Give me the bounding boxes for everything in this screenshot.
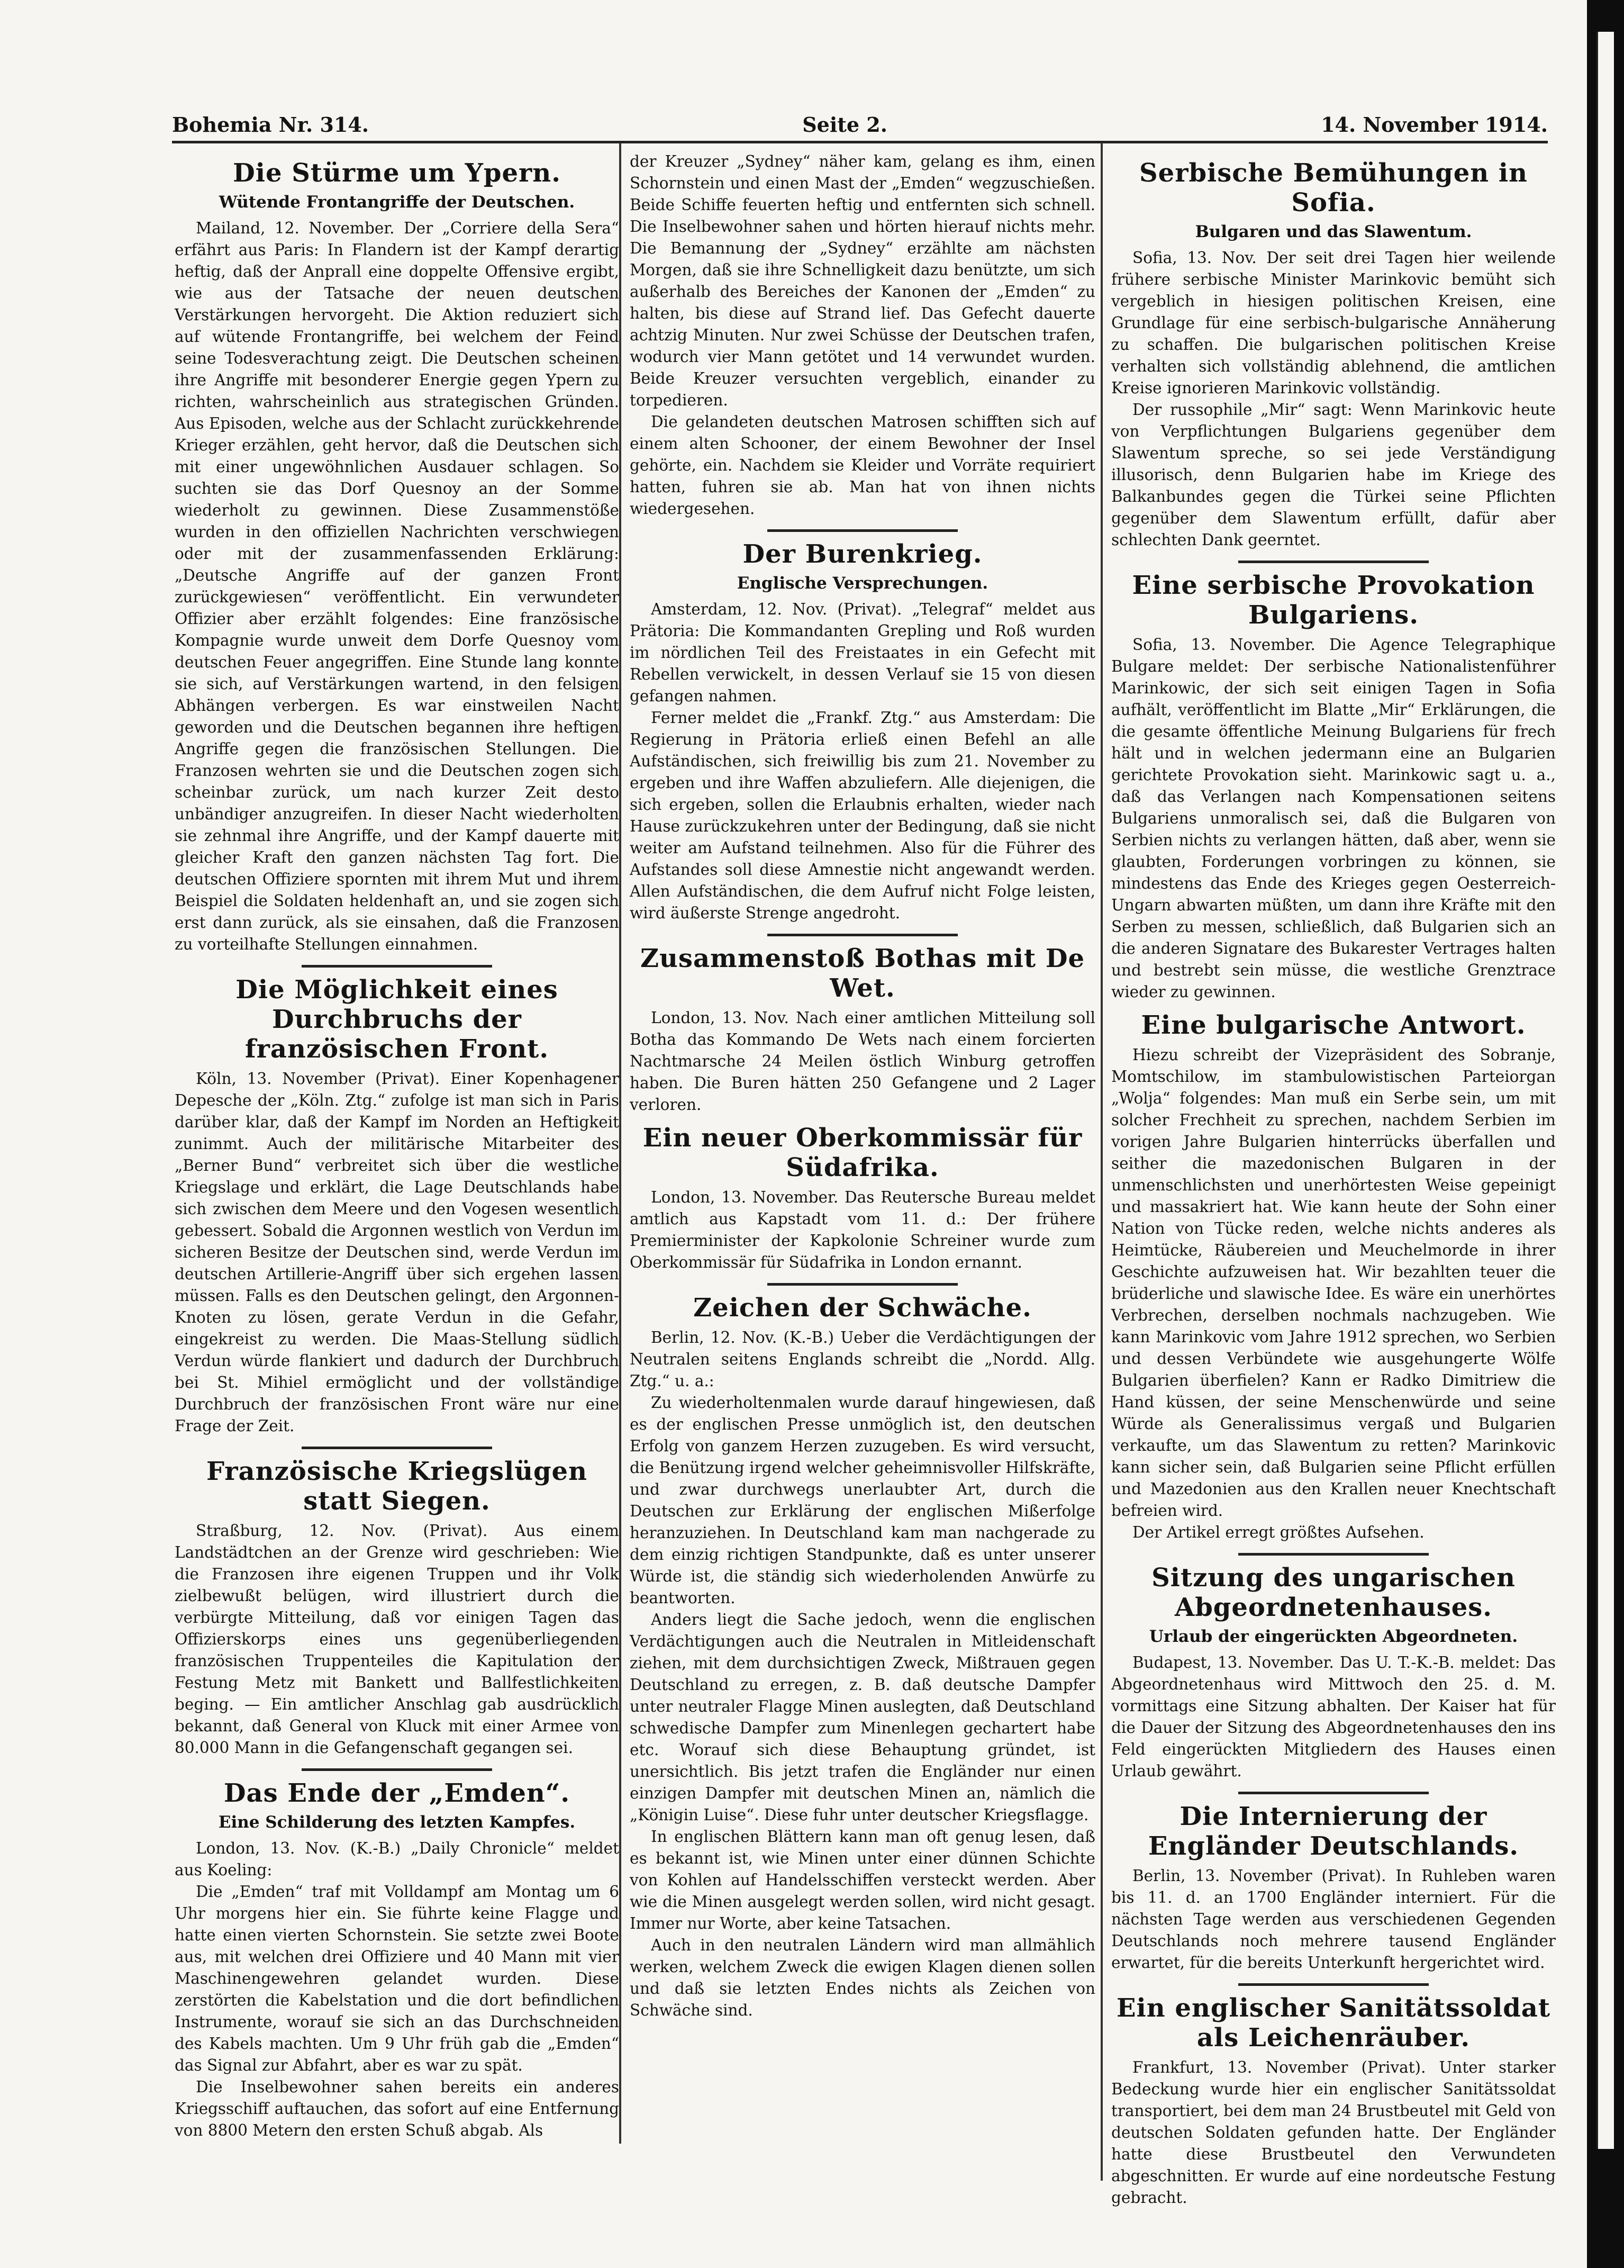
article-subtitle: Englische Versprechungen. [737,574,988,593]
article-divider [302,1768,492,1771]
article-title: Das Ende der „Emden“. [223,1778,570,1808]
article-title: Sitzung des ungarischen Abgeordnetenhauses. [1151,1563,1516,1622]
article-paragraph: Budapest, 13. November. Das U. T.-K.-B. meldet: Das Abgeordnetenhaus wird Mittwoch den 25. d. M. vormittags eine Sitzung abhalten. Der Kaiser hat für die Dauer der Sitzung des Abgeordnetenhauses den ins Feld eingerückten Mitgliedern des Hauses einen Urlaub gewährt. [1111,1653,1556,1780]
article-paragraph: London, 13. November. Das Reutersche Bureau meldet amtlich aus Kapstadt vom 11. d.: Der frühere Premierminister der Kapkolonie Schreiner wurde zum Oberkommissär für Südafrika in London ernannt. [630,1188,1095,1271]
article-paragraph: Hiezu schreibt der Vizepräsident des Sobranje, Momtschilow, im stambulowistischen Parteiorgan „Wolja“ folgendes: Man muß ein Serbe sein, um mit solcher Frechheit zu sprechen, nachdem Serbien im vorigen Jahre Bulgarien hinterrücks überfallen und seither die mazedonischen Bulgaren in der unmenschlichsten und unerhörtesten Weise gepeinigt und massakriert hat. Wie kann heute der Sohn einer Nation von Tücke reden, welche nichts anderes als Heimtücke, Räubereien und Meuchelmorde in ihrer Geschichte aufzuweisen hat. Wir bezahlten teuer die brüderliche und slawische Idee. Es wäre ein unerhörtes Verbrechen, derselben nochmals nachzugeben. Wie kann Marinkovic vom Jahre 1912 sprechen, wo Serbien und dessen Verbündete wie ausgehungerte Wölfe Bulgarien überfielen? Kann er Radko Dimitriew die Hand küssen, der seine Menschenwürde und seine Würde als Generalissimus vergaß und Bulgarien verkaufte, um das Slawentum zu retten? Marinkovic kann sicher sein, daß Bulgarien seine Pflicht erfüllen und Mazedonien aus den Krallen neuer Knechtschaft befreien wird. [1111,1046,1556,1520]
article-paragraph: Anders liegt die Sache jedoch, wenn die englischen Verdächtigungen auch die Neutralen in Mitleidenschaft ziehen, mit dem durchsichtigen Zweck, Mißtrauen gegen Deutschland zu erregen, z. B. daß deutsche Dampfer unter neutraler Flagge Minen auslegten, daß Deutschland schwedische Dampfer zum Minenlegen gechartert habe etc. Worauf sich diese Behauptung gründet, ist unersichtlich. Bis jetzt trafen die Engländer nur einen einzigen Dampfer mit deutschen Minen an, nämlich die „Königin Luise“. Diese fuhr unter deutscher Kriegsflagge. [630,1611,1095,1824]
article-paragraph: Der russophile „Mir“ sagt: Wenn Marinkovic heute von Verpflichtungen Bulgariens gegenüber dem Slawentum spreche, so sei jede Verständigung illusorisch, denn Bulgarien habe im Kriege des Balkanbundes gegen die Türkei seine Pflichten gegenüber dem Slawentum erfüllt, dafür aber schlechten Dank geerntet. [1111,401,1556,549]
article-divider [1238,1792,1429,1794]
article-paragraph: Frankfurt, 13. November (Privat). Unter starker Bedeckung wurde hier ein englischer Sanitätssoldat transportiert, bei dem man 24 Brustbeutel mit Geld von deutschen Soldaten gefunden hatte. Der Engländer hatte diese Brustbeutel den Verwundeten abgeschnitten. Er wurde auf eine nordeutsche Festung gebracht. [1111,2058,1556,2207]
article-title: Der Burenkrieg. [742,539,983,569]
article-paragraph: Ferner meldet die „Frankf. Ztg.“ aus Amsterdam: Die Regierung in Prätoria erließ einen Befehl an alle Aufständischen, sich freiwillig bis zum 21. November zu ergeben und ihre Waffen abzuliefern. Alle diejenigen, die sich ergeben, sollen die Erlaubnis erhalten, wieder nach Hause zurückzukehren unter der Bedingung, daß sie nicht weiter am Aufstand teilnehmen. Also für die Führer des Aufstandes soll diese Amnestie nicht angewandt werden. Allen Aufständischen, die dem Aufruf nicht Folge leisten, wird äußerste Strenge angedroht. [630,709,1095,922]
article-paragraph: In englischen Blättern kann man oft genug lesen, daß es bekannt ist, wie Minen unter einer dünnen Schichte von Kohlen auf Handelsschiffen versteckt werden. Aber wie die Minen ausgelegt werden sollen, wird nicht gesagt. Immer nur Worte, aber keine Tatsachen. [630,1828,1095,1932]
article-paragraph: Straßburg, 12. Nov. (Privat). Aus einem Landstädtchen an der Grenze wird geschrieben: Wie die Franzosen ihre eigenen Truppen und ihr Volk zielbewußt belügen, wird illustriert durch die verbürgte Mitteilung, daß vor einigen Tagen das Offizierskorps eines uns gegenüberliegenden französischen Truppenteiles die Kapitulation der Festung Metz mit Bankett und Ballfestlichkeiten beging. — Ein amtlicher Anschlag gab ausdrücklich bekannt, daß General von Kluck mit einer Armee von 80.000 Mann in die Gefangenschaft gegangen sei. [175,1522,619,1757]
article-paragraph: Köln, 13. November (Privat). Einer Kopenhagener Depesche der „Köln. Ztg.“ zufolge ist man sich in Paris darüber klar, daß der Kampf im Norden an Heftigkeit zunimmt. Auch der militärische Mitarbeiter des „Berner Bund“ verbreitet sich über die westliche Kriegslage und erklärt, die Lage Deutschlands habe sich zwischen dem Meere und den Vogesen wesentlich gebessert. Sobald die Argonnen westlich von Verdun im sicheren Besitze der Deutschen sind, werde Verdun im deutschen Artillerie-Angriff über sich ergehen lassen müssen. Falls es den Deutschen gelingt, den Argonnen-Knoten zu lösen, gerate Verdun in die Gefahr, eingekreist zu werden. Die Maas-Stellung südlich Verdun würde flankiert und dadurch der Durchbruch bei St. Mihiel ermöglicht und der vollständige Durchbruch der französischen Front wäre nur eine Frage der Zeit. [175,1070,619,1435]
column-1 [175,151,619,2141]
article-subtitle: Urlaub der eingerückten Abgeordneten. [1149,1627,1518,1646]
header-date: 14. November 1914. [1321,113,1548,137]
article-paragraph: Die „Emden“ traf mit Volldampf am Montag um 6 Uhr morgens hier ein. Sie führte keine Flagge und hatte einen vierten Schornstein. Sie setzte zwei Boote aus, mit welchen drei Offiziere und 40 Mann mit vier Maschinengewehren gelandet wurden. Diese zerstörten die Kabelstation und die dort befindlichen Instrumente, worauf sie sich an das Durchschneiden des Kabels machten. Um 9 Uhr früh gab die „Emden“ das Signal zur Abfahrt, aber es war zu spät. [175,1883,619,2074]
article-divider [767,529,958,532]
scan-edge [1587,0,1624,2268]
article-paragraph: London, 13. Nov. (K.-B.) „Daily Chronicle“ meldet aus Koeling: [175,1839,619,1879]
header-page-number: Seite 2. [802,113,887,137]
article-divider [1238,1983,1429,1986]
article-paragraph: Der Artikel erregt größtes Aufsehen. [1132,1523,1425,1541]
article-title: Serbische Bemühungen in Sofia. [1139,158,1528,218]
article-divider [767,1283,958,1286]
article-paragraph: der Kreuzer „Sydney“ näher kam, gelang es ihm, einen Schornstein und einen Mast der „Emden“ wegzuschießen. Beide Schiffe feuerten heftig und entfernten sich schnell. Die Inselbewohner sahen und hörten hierauf nichts mehr. Die Bemannung der „Sydney“ erzählte am nächsten Morgen, daß sie ihre Schnelligkeit dazu benützte, um sich außerhalb des Bereiches der Kanonen der „Emden“ zu halten, bis diese auf Strand lief. Das Gefecht dauerte achtzig Minuten. Nur zwei Schüsse der Deutschen trafen, wodurch vier Mann getötet und 14 verwundet wurden. Beide Kreuzer versuchten vergeblich, einander zu torpedieren. [630,152,1095,409]
article-paragraph: Berlin, 12. Nov. (K.-B.) Ueber die Verdächtigungen der Neutralen seitens Englands schreibt die „Nordd. Allg. Ztg.“ u. a.: [630,1329,1095,1390]
article-title: Zeichen der Schwäche. [693,1293,1032,1323]
article-divider [302,965,492,968]
article-title: Französische Kriegslügen statt Siegen. [206,1457,587,1516]
article-subtitle: Bulgaren und das Slawentum. [1195,222,1472,241]
column-rule-2 [1101,143,1103,2181]
header-issue: Bohemia Nr. 314. [172,113,369,137]
article-paragraph: Mailand, 12. November. Der „Corriere della Sera“ erfährt aus Paris: In Flandern ist der Kampf derartig heftig, daß der Anprall eine doppelte Offensive ergibt, wie aus der Tatsache der neuen deutschen Verstärkungen hervorgeht. Die Aktion reduziert sich auf wütende Frontangriffe, bei welchem der Feind seine Todesverachtung zeigt. Die Deutschen scheinen ihre Angriffe mit besonderer Energie gegen Ypern zu richten, wahrscheinlich aus strategischen Gründen. Aus Episoden, welche aus der Schlacht zurückkehrende Krieger erzählen, geht hervor, daß die Deutschen sich mit einer ungewöhnlichen Ausdauer schlagen. So suchten sie das Dorf Quesnoy an der Somme wiederholt zu gewinnen. Diese Zusammenstöße wurden in den offiziellen Nachrichten verschwiegen oder mit der zusammenfassenden Erklärung: „Deutsche Angriffe auf der ganzen Front zurückgewiesen“ veröffentlicht. Ein verwundeter Offizier aber erzählt folgendes: Eine französische Kompagnie wurde unweit dem Dorfe Quesnoy vom deutschen Feuer angegriffen. Eine Stunde lang konnte sie sich, auf Verstärkungen wartend, in den felsigen Abhängen verbergen. Es war einstweilen Nacht geworden und die Deutschen begannen ihre heftigen Angriffe gegen die französischen Stellungen. Die Franzosen wehrten sie und die Deutschen zogen sich scheinbar zurück, um nach kurzer Zeit desto unbändiger anzugreifen. In dieser Nacht wiederholten sie zehnmal ihre Angriffe, und der Kampf dauerte mit gleicher Kraft den ganzen nächsten Tag fort. Die deutschen Offiziere spornten mit ihrem Mut und ihrem Beispiel die Soldaten heldenhaft an, und sie zogen sich erst dann zurück, als sie einsahen, daß die Franzosen zu vorteilhafte Stellungen einnahmen. [175,219,619,953]
column-rule-1 [619,143,621,2144]
article-paragraph: Amsterdam, 12. Nov. (Privat). „Telegraf“ meldet aus Prätoria: Die Kommandanten Grepling und Roß wurden im nördlichen Teil des Freistaates in ein Gefecht mit Rebellen verwickelt, in dessen Verlauf sie 15 von diesen gefangen nahmen. [630,600,1095,705]
article-title: Die Internierung der Engländer Deutschlands. [1148,1802,1519,1861]
article-divider [302,1447,492,1449]
article-divider [767,934,958,936]
article-paragraph: Die Inselbewohner sahen bereits ein anderes Kriegsschiff auftauchen, das sofort auf eine Entfernung von 8800 Metern den ersten Schuß abgab. Als [175,2078,619,2139]
article-subtitle: Wütende Frontangriffe der Deutschen. [219,193,575,212]
article-title: Ein neuer Oberkommissär für Südafrika. [642,1123,1083,1182]
article-subtitle: Eine Schilderung des letzten Kampfes. [218,1813,576,1832]
article-paragraph: Die gelandeten deutschen Matrosen schifften sich auf einem alten Schooner, der einem Bewohner der Insel gehörte, ein. Nachdem sie Kleider und Vorräte requiriert hatten, fuhren sie ab. Man hat von ihnen nichts wiedergesehen. [630,413,1095,518]
article-title: Zusammenstoß Bothas mit De Wet. [640,944,1085,1003]
article-title: Die Möglichkeit eines Durchbruchs der französischen Front. [235,975,558,1064]
article-divider [1238,1553,1429,1556]
article-paragraph: Zu wiederholtenmalen wurde darauf hingewiesen, daß es der englischen Presse unmöglich ist, den deutschen Erfolg von ganzem Herzen zuzugeben. Es wird versucht, die Benützung irgend welcher geheimnisvoller Hilfskräfte, und zwar durchwegs unerlaubter Art, durch die Deutschen zur Erklärung der englischen Mißerfolge heranzuziehen. In Deutschland kam man nachgerade zu dem einzig richtigen Standpunkte, daß es unter unserer Würde ist, die ständig sich wiederholenden Anwürfe zu beantworten. [630,1394,1095,1607]
article-divider [1238,561,1429,563]
column-3 [1111,151,1556,2207]
article-title: Die Stürme um Ypern. [233,158,561,188]
article-paragraph: London, 13. Nov. Nach einer amtlichen Mitteilung soll Botha das Kommando De Wets nach einem forcierten Nachtmarsche 24 Meilen östlich Winburg getroffen haben. Die Buren hätten 250 Gefangene und 2 Lager verloren. [630,1009,1095,1114]
article-title: Ein englischer Sanitätssoldat als Leichenräuber. [1116,1993,1551,2053]
article-paragraph: Auch in den neutralen Ländern wird man allmählich werken, welchem Zweck die ewigen Klagen dienen sollen und daß sie letzten Endes nichts als Zeichen von Schwäche sind. [630,1936,1095,2019]
article-paragraph: Sofia, 13. Nov. Der seit drei Tagen hier weilende frühere serbische Minister Marinkovic bemüht sich vergeblich in hiesigen politischen Kreisen, eine Grundlage für eine serbisch-bulgarische Annäherung zu schaffen. Die bulgarischen politischen Kreise verhalten sich vollständig ablehnend, die amtlichen Kreise ignorieren Marinkovic vollständig. [1111,249,1556,397]
article-paragraph: Berlin, 13. November (Privat). In Ruhleben waren bis 11. d. an 1700 Engländer interniert. Für die nächsten Tage werden aus verschiedenen Gegenden Deutschlands noch mehrere tausend Engländer erwartet, für die bereits Unterkunft hergerichtet wird. [1111,1867,1556,1972]
page-header [172,100,1548,143]
column-2 [630,151,1095,2141]
article-title: Eine bulgarische Antwort. [1141,1010,1526,1040]
article-title: Eine serbische Provokation Bulgariens. [1132,571,1535,630]
article-paragraph: Sofia, 13. November. Die Agence Telegraphique Bulgare meldet: Der serbische Nationalistenführer Marinkowic, der sich seit einigen Tagen in Sofia aufhält, veröffentlicht im Blatte „Mir“ Erklärungen, die die gesamte öffentliche Meinung Bulgariens für frech hält und in welchen jedermann eine an Bulgarien gerichtete Provokation sieht. Marinkowic sagt u. a., daß das Verlangen nach Kompensationen seitens Bulgariens unmoralisch sei, daß die Bulgaren von Serbien nichts zu verlangen hätten, daß aber, wenn sie glaubten, Forderungen vorbringen zu können, sie mindestens das Ende des Krieges gegen Oesterreich-Ungarn abwarten müßten, um dann ihre Kräfte mit den Serben zu messen, schließlich, daß Bulgarien sich an die anderen Signatare des Bukarester Vertrages halten und bestrebt sein müsse, die westliche Grenztrace wieder zu gewinnen. [1111,636,1556,1001]
